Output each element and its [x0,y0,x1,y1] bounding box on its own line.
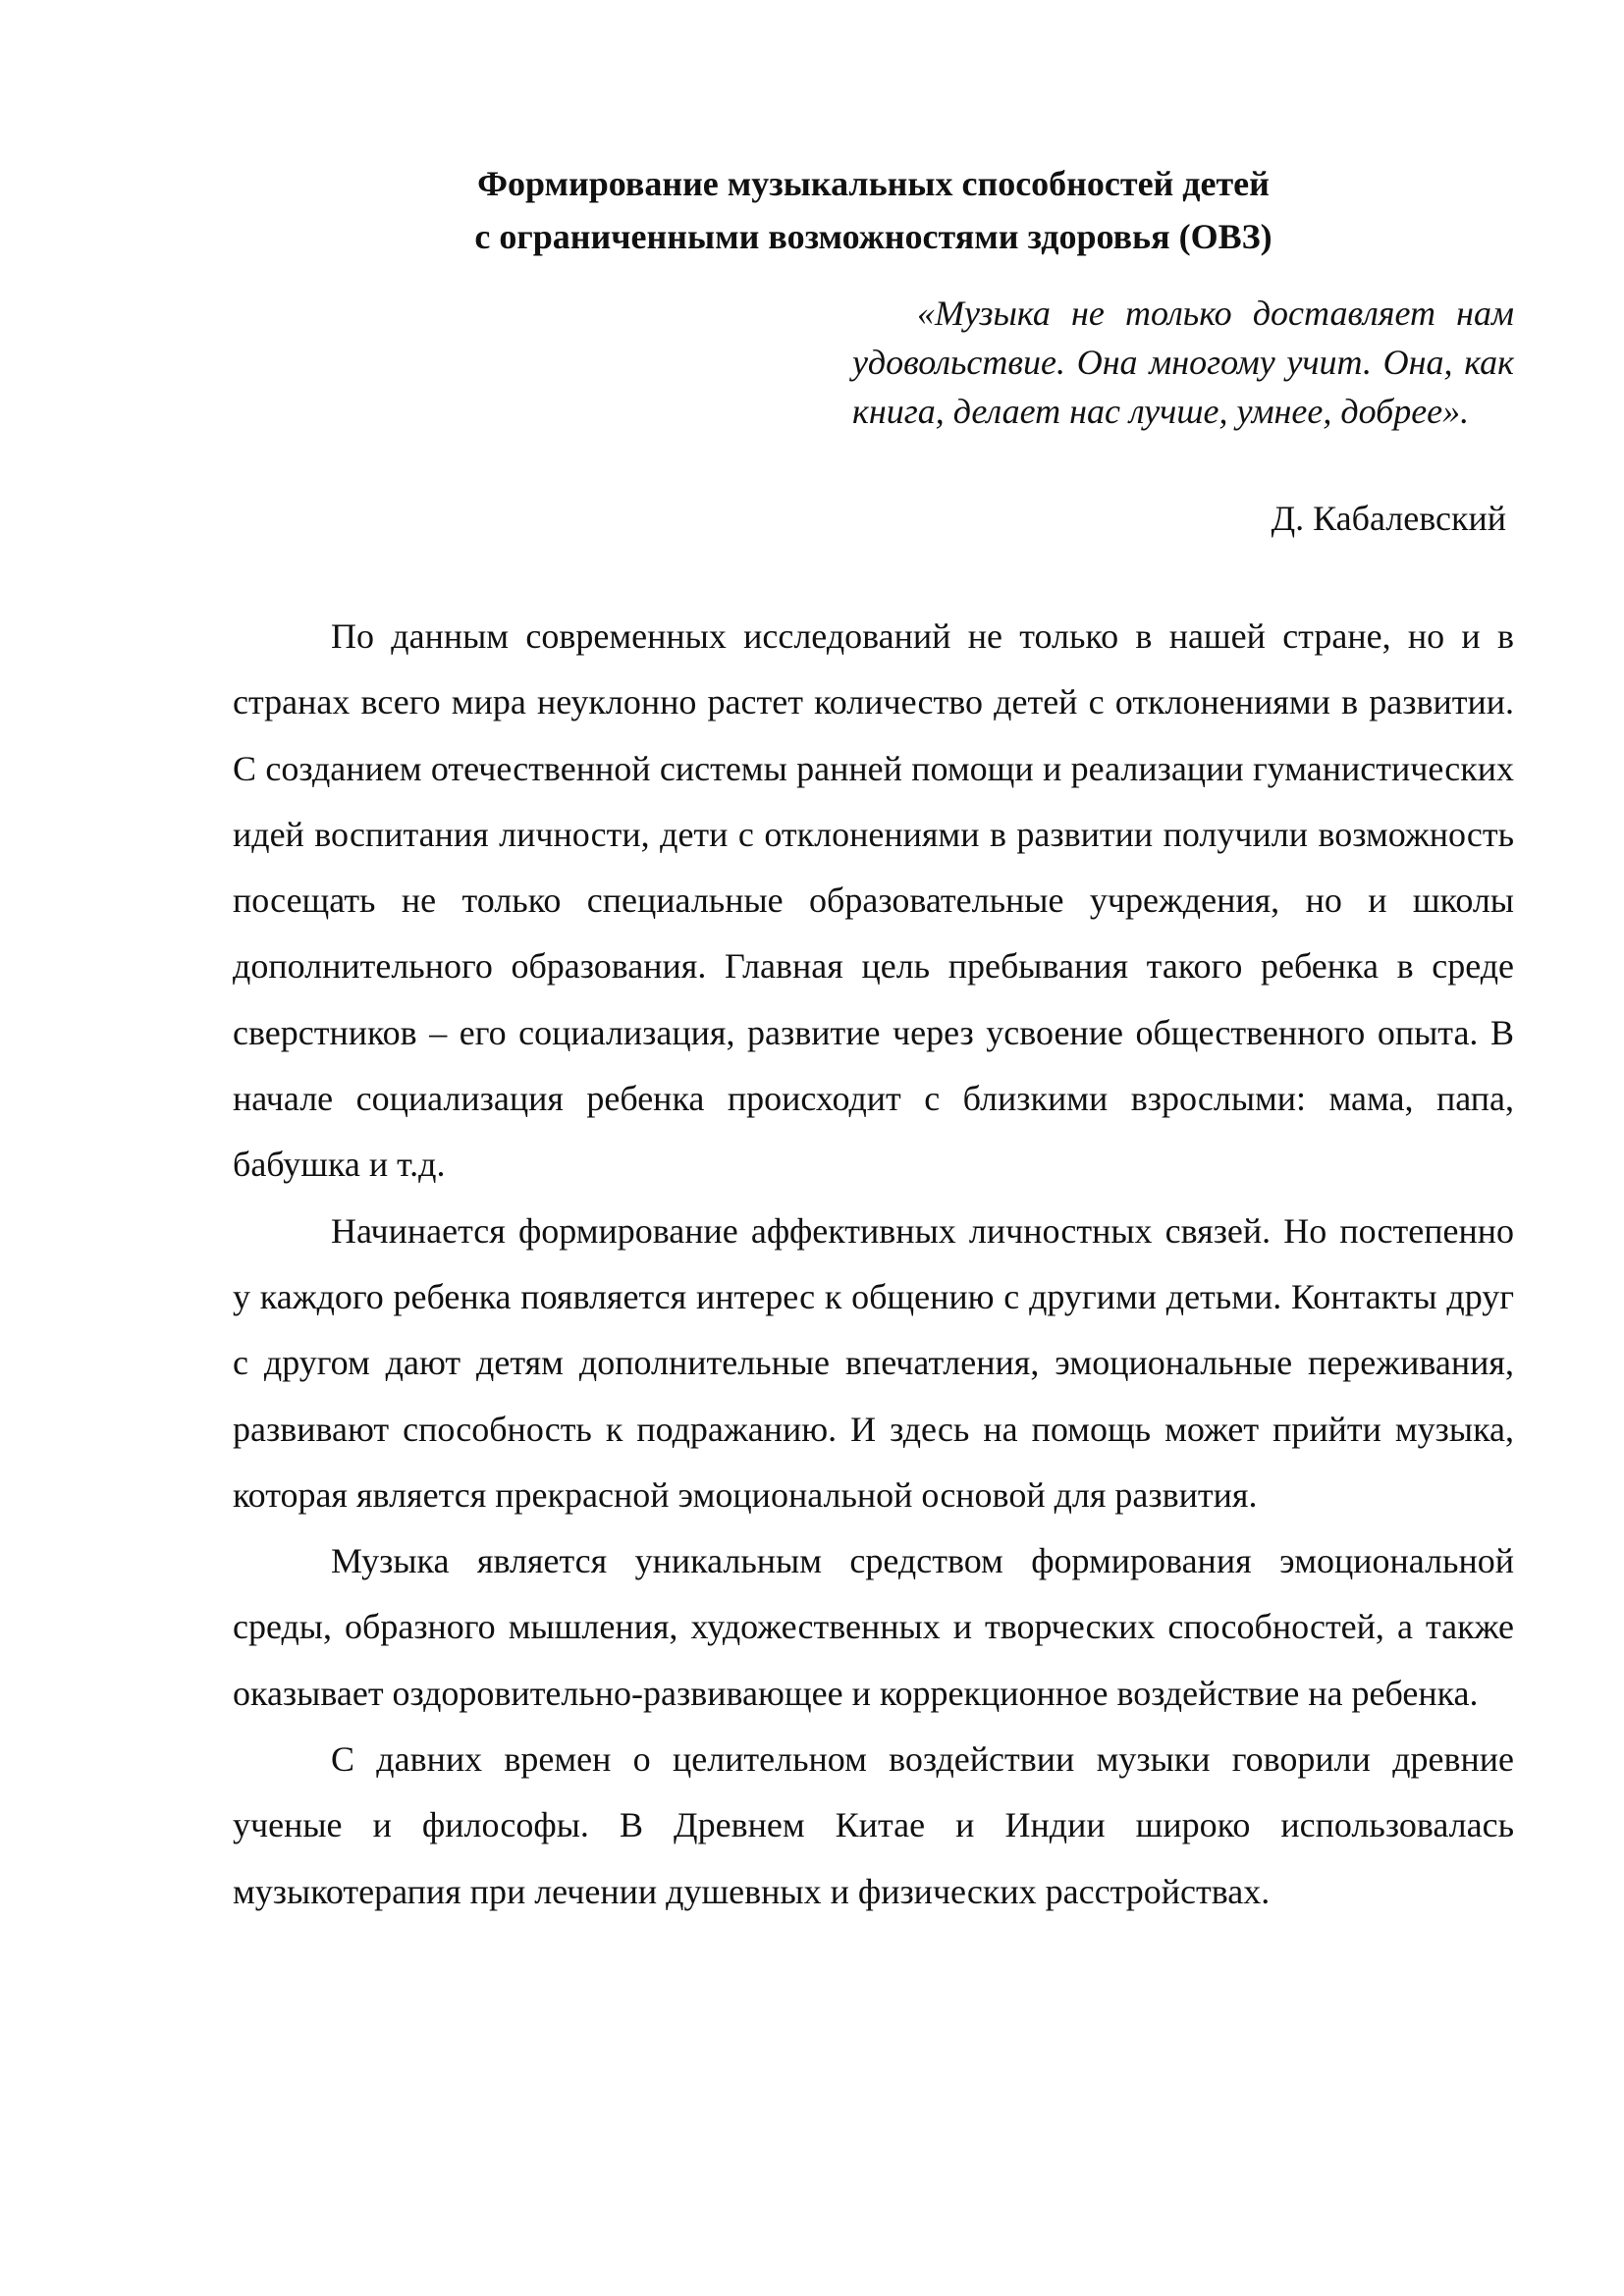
paragraph: Начинается формирование аффективных личностных связей. Но постепенно у каждого ребенка появляется интерес к общению с другими детьми. Контакты друг с другом дают детям дополнительные впечатления, эмоциональные переживания, развивают способность к подражанию. И здесь на помощь может прийти музыка, которая является прекрасной эмоциональной основой для развития. [233,1210,1514,1515]
body-text [233,604,1514,1925]
page-title [233,157,1514,263]
paragraph: Музыка является уникальным средством формирования эмоциональной среды, образного мышления, художественных и творческих способностей, а также оказывает оздоровительно-развивающее и коррекционное воздействие на ребенка. [233,1541,1514,1713]
epigraph-quote [852,289,1514,436]
title-line: с ограниченными возможностями здоровья (ОВЗ) [474,217,1272,256]
epigraph-text: «Музыка не только доставляет нам удовольствие. Она многому учит. Она, как книга, делает нас лучше, умнее, добрее». [852,294,1514,431]
epigraph-author: Д. Кабалевский [1271,499,1506,538]
paragraph: По данным современных исследований не только в нашей стране, но и в странах всего мира неуклонно растет количество детей с отклонениями в развитии. С созданием отечественной системы ранней помощи и реализации гуманистических идей воспитания личности, дети с отклонениями в развитии получили возможность посещать не только специальные образовательные учреждения, но и школы дополнительного образования. Главная цель пребывания такого ребенка в среде сверстников – его социализация, развитие через усвоение общественного опыта. В начале социализация ребенка происходит с близкими взрослыми: мама, папа, бабушка и т.д. [233,616,1514,1185]
title-line: Формирование музыкальных способностей детей [477,164,1270,203]
paragraph: С давних времен о целительном воздействии музыки говорили древние ученые и философы. В Древнем Китае и Индии широко использовалась музыкотерапия при лечении душевных и физических расстройствах. [233,1739,1514,1911]
